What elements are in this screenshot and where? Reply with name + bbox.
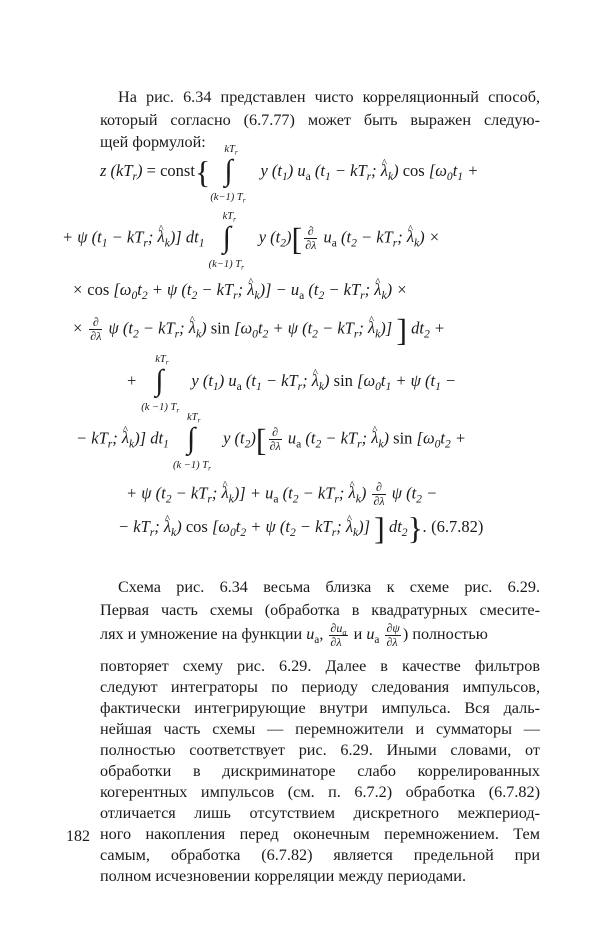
equation-line-6: − $kT_r$; ^ $\lambda_k$)] $dt_1$ ∫ $kT_r$ (k −1) $T_r$ y $(t_2)$[ $\frac{\partial}{\partial\lambda}$ $u_a$ ($t_2 - kT_r$; ^ $\lambda_k$) $\sin [\omega_0t_2$ + [76,426,466,453]
text-line: фактически интегрирующие внутри импульса. Вся даль- [100,699,540,717]
equation-line-8: − $kT_r$; ^ $\lambda_k$) $\cos [\omega_0t_2 + \psi$ ($t_2 - kT_r$; ^ $\lambda_k$)] ] $dt_2$}. (6.7.82) [118,516,483,538]
integral-sign: ∫ $kT_r$ (k −1) $T_r$ [141,354,180,415]
paragraph-3 [100,656,540,887]
text-line: ного накопления перед оконечным перемножением. Тем [100,825,540,843]
text-line: самым, обработка (6.7.82) является предельной при [100,846,540,864]
page-number: 182 [66,828,90,845]
text-line: который согласно (6.7.77) может быть выражен следую- [100,110,540,129]
integral-sign: ∫ $kT_r$ (k−1) $T_r$ [210,144,246,205]
text-line-with-formula: лях и умножение на функции $u_a$, $\frac{\partial u_a}{\partial\lambda}$ и $u_a$ $\frac{\partial\psi}{\partial\lambda}$ ) полностью [100,621,488,649]
equation-line-4: × $\frac{\partial}{\partial\lambda}$ ψ ($t_2 - kT_r$; ^ $\lambda_k$) $\sin [\omega_0t_2 + \psi$ ($t_2 - kT_r$; ^ $\lambda_k$)] ] $dt_2$ + [72,316,445,343]
text-line: На рис. 6.34 представлен чисто корреляционный способ, [118,88,540,106]
equation-number: (6.7.82) [431,517,484,536]
text-line: нейшая часть схемы — перемножители и сумматоры — [100,720,540,738]
equation-line-3: × $\cos [\omega_0t_2 + \psi$ ($t_2 - kT_r$; ^ $\lambda_k)] - u_a$ ($t_2 - kT_r$; ^ $\lambda_k$) × [72,279,407,301]
equation-line-1: z $(kT_r)$ = const{ ∫ $kT_r$ (k−1) $T_r$ y $(t_1)$ $u_a$ ($t_1 - kT_r$; ^ $\lambda_k$) $\cos [\omega_0t_1$ + [100,160,478,183]
text-line: отличается лишь отсутствием дискретного межпериод- [100,804,540,822]
intro-paragraph [100,86,540,154]
const-label: const [160,161,195,180]
text-fragment: полностью [412,625,488,644]
integral-sign: ∫ $kT_r$ (k −1) $T_r$ [172,411,211,473]
equation-line-5: + ∫ $kT_r$ (k −1) $T_r$ y $(t_1)$ $u_a$ ($t_1 - kT_r$; ^ $\lambda_k$) $\sin [\omega_0t_1 + \psi$ ($t_1$ − [126,370,456,393]
text-line: обработки в дискриминаторе слабо коррелированных [100,762,540,780]
equation-line-7: + ψ ($t_2 - kT_r$; ^ $\lambda_k)] + u_a$ ($t_2 - kT_r$; ^ $\lambda_k$) $\frac{\partial}{\partial\lambda}$ ψ ($t_2$ − [126,481,437,508]
text-line: Первая часть схемы (обработка в квадратурных смесите- [100,601,540,619]
text-fragment: лях и умножение на функции [100,625,303,644]
text-fragment: и [353,625,363,644]
text-line: полностью соответствует рис. 6.29. Иными словами, от [100,741,540,759]
text-line: щей формулой: [100,133,206,151]
integral-sign: ∫ $kT_r$ (k−1) $T_r$ [208,210,244,272]
text-line: полном исчезновении корреляции между периодами. [100,867,466,885]
text-line: Схема рис. 6.34 весьма близка к схеме рис. 6.29. [118,578,540,596]
text-line: следуют интеграторы по периоду следования импульсов, [100,678,540,696]
text-line: повторяет схему рис. 6.29. Далее в качестве фильтров [100,657,540,675]
text-line: когерентных импульсов (см. п. 6.7.2) обработка (6.7.82) [100,783,540,801]
paragraph-2 [100,576,540,649]
equation-line-2: + ψ ($t_1 - kT_r$; ^ $\lambda_k$)] $dt_1$ ∫ $kT_r$ (k−1) $T_r$ y $(t_2)$[ $\frac{\partial}{\partial\lambda}$ $u_a$ ($t_2 - kT_r$; ^ $\lambda_k$) × [62,225,440,252]
